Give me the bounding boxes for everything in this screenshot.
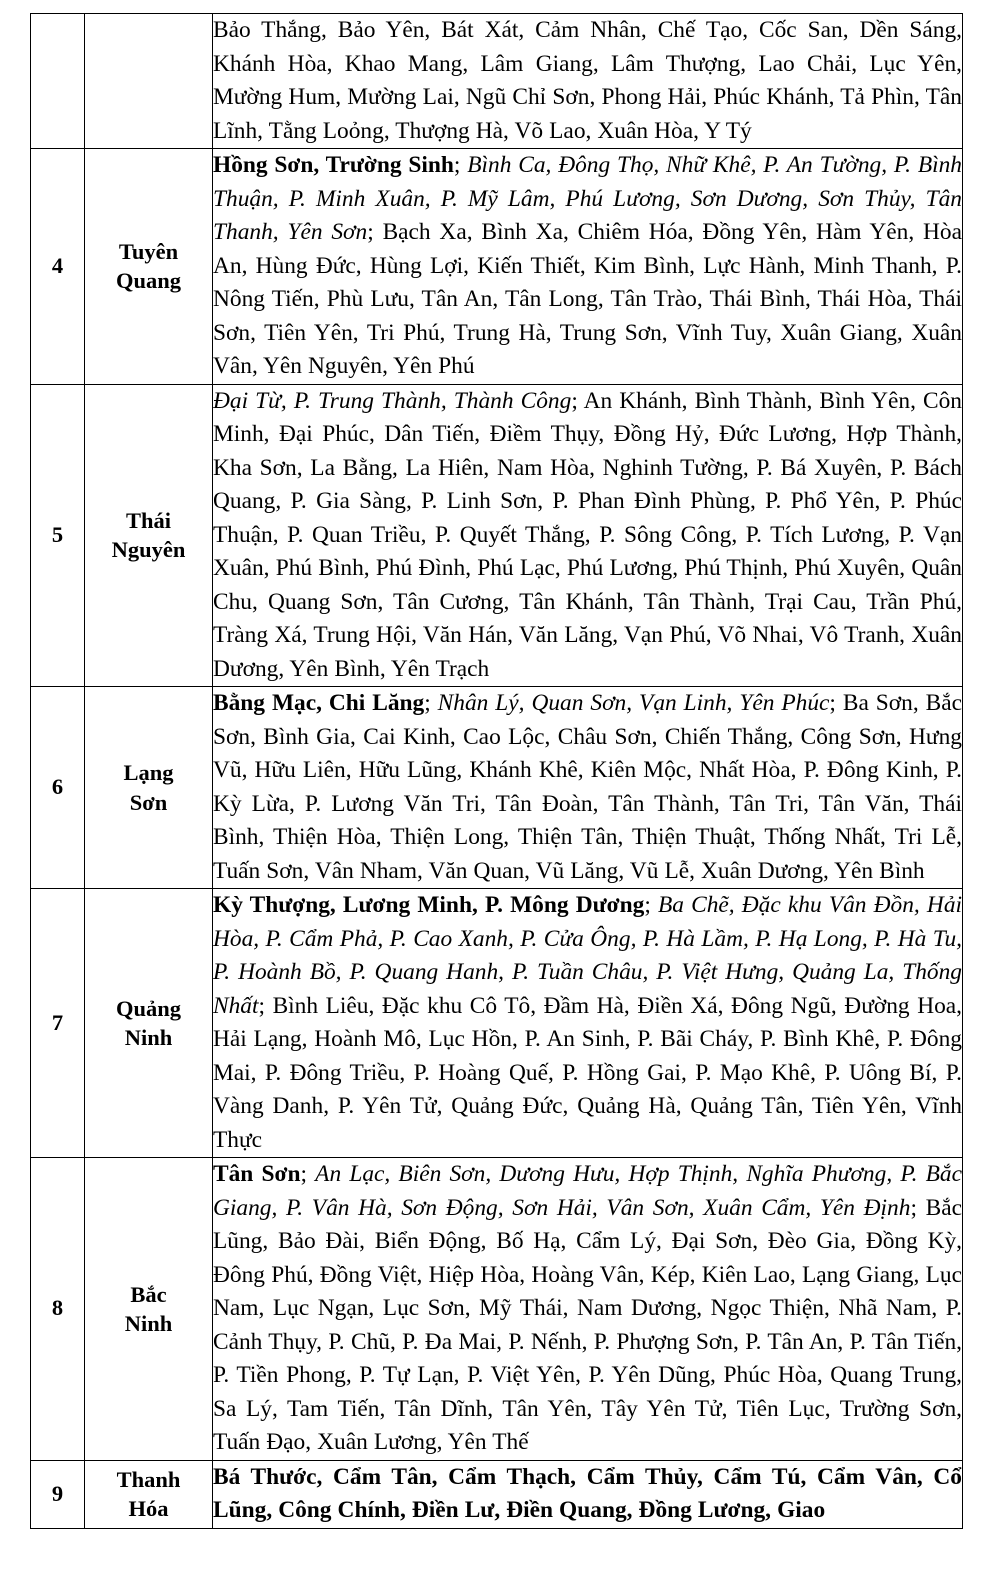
province-name-line: Sơn — [129, 789, 168, 815]
commune-list-italic: Nhân Lý, Quan Sơn, Vạn Linh, Yên Phúc — [437, 690, 830, 716]
province-name-line: Ninh — [124, 1025, 173, 1050]
administrative-units-table — [30, 13, 963, 1529]
commune-list-bold: Bá Thước, Cẩm Tân, Cẩm Thạch, Cẩm Thủy, Cẩm Tú, Cẩm Vân, Cổ Lũng, Công Chính, Điền Lư, Điền Quang, Đồng Lương, Giao — [213, 1463, 962, 1523]
table-row — [31, 889, 963, 1158]
tier-separator: ; — [644, 892, 658, 918]
row-number-cell: 9 — [31, 1460, 85, 1528]
commune-list-italic: Bình Ca, Đông Thọ, Nhữ Khê, P. An Tường, P. Bình Thuận, P. Minh Xuân, P. Mỹ Lâm, Phú Lương, Sơn Dương, Sơn Thủy, Tân Thanh, Yên Sơn — [213, 152, 962, 245]
commune-list-normal: Bạch Xa, Bình Xa, Chiêm Hóa, Đồng Yên, Hàm Yên, Hòa An, Hùng Đức, Hùng Lợi, Kiến Thiết, Kim Bình, Lực Hành, Minh Thanh, P. Nông Tiến, Phù Lưu, Tân An, Tân Long, Tân Trào, Thái Bình, Thái Hòa, Thái Sơn, Tiên Yên, Tri Phú, Trung Hà, Trung Sơn, Vĩnh Tuy, Xuân Giang, Xuân Vân, Yên Nguyên, Yên Phú — [213, 219, 963, 379]
commune-list-normal: Bảo Thắng, Bảo Yên, Bát Xát, Cảm Nhân, Chế Tạo, Cốc San, Dền Sáng, Khánh Hòa, Khao Mang, Lâm Giang, Lâm Thượng, Lao Chải, Lục Yên, Mường Hum, Mường Lai, Ngũ Chỉ Sơn, Phong Hải, Phúc Khánh, Tả Phìn, Tân Lĩnh, Tằng Loỏng, Thượng Hà, Võ Lao, Xuân Hòa, Y Tý — [213, 17, 962, 144]
commune-list-bold: Bằng Mạc, Chi Lăng — [213, 690, 425, 716]
commune-list-cell — [213, 384, 963, 687]
commune-list-bold: Kỳ Thượng, Lương Minh, P. Mông Dương — [213, 892, 645, 918]
commune-list-italic: Ba Chẽ, Đặc khu Vân Đồn, Hải Hòa, P. Cẩm Phả, P. Cao Xanh, P. Cửa Ông, P. Hà Lầm, P. Hạ Long, P. Hà Tu, P. Hoành Bồ, P. Quang Hanh, P. Tuần Châu, P. Việt Hưng, Quảng La, Thống Nhất — [213, 892, 963, 1019]
row-number-cell: 4 — [31, 149, 85, 385]
row-number-cell — [31, 14, 85, 149]
province-name-line: Thái — [125, 508, 172, 533]
province-name-cell — [85, 384, 213, 687]
commune-list-cell — [213, 687, 963, 889]
commune-list-italic: Đại Từ, P. Trung Thành, Thành Công — [213, 387, 572, 414]
province-name-line: Quang — [115, 268, 182, 294]
province-name-line: Hóa — [128, 1496, 169, 1521]
commune-list-cell — [213, 1460, 963, 1528]
table-row — [31, 687, 963, 889]
row-number-cell: 8 — [31, 1158, 85, 1461]
tier-separator: ; — [424, 690, 438, 716]
tier-separator: ; — [453, 152, 468, 178]
province-name-line: Bắc — [130, 1281, 167, 1307]
tier-separator: ; — [367, 219, 383, 245]
tier-separator: ; — [300, 1161, 316, 1187]
tier-separator: ; — [829, 690, 843, 716]
province-name-cell — [85, 149, 213, 385]
commune-list-bold: Hồng Sơn, Trường Sinh — [213, 152, 454, 178]
commune-list-bold: Tân Sơn — [213, 1161, 301, 1187]
tier-separator: ; — [571, 387, 584, 414]
table-body — [31, 14, 963, 1529]
province-name-line: Lạng — [123, 760, 174, 786]
province-name-line: Nguyên — [111, 537, 186, 563]
row-number-cell: 5 — [31, 384, 85, 687]
table-row — [31, 1460, 963, 1528]
province-name-line: Ninh — [124, 1310, 173, 1336]
province-name-cell — [85, 1460, 213, 1528]
commune-list-normal: Bình Liêu, Đặc khu Cô Tô, Đầm Hà, Điền Xá, Đông Ngũ, Đường Hoa, Hải Lạng, Hoành Mô, Lục Hồn, P. An Sinh, P. Bãi Cháy, P. Bình Khê, P. Đông Mai, P. Đông Triều, P. Hoàng Quế, P. Hồng Gai, P. Mạo Khê, P. Uông Bí, P. Vàng Danh, P. Yên Tử, Quảng Đức, Quảng Hà, Quảng Tân, Tiên Yên, Vĩnh Thực — [213, 992, 963, 1153]
commune-list-cell — [213, 889, 963, 1158]
commune-list-cell — [213, 14, 963, 149]
commune-list-italic: An Lạc, Biên Sơn, Dương Hưu, Hợp Thịnh, Nghĩa Phương, P. Bắc Giang, P. Vân Hà, Sơn Động, Sơn Hải, Vân Sơn, Xuân Cẩm, Yên Định — [213, 1161, 963, 1221]
province-name-line: Thanh — [116, 1466, 181, 1492]
province-name-cell — [85, 14, 213, 149]
table-row — [31, 14, 963, 149]
commune-list-normal: An Khánh, Bình Thành, Bình Yên, Côn Minh, Đại Phúc, Dân Tiến, Điềm Thụy, Đồng Hỷ, Đức Lương, Hợp Thành, Kha Sơn, La Bằng, La Hiên, Nam Hòa, Nghinh Tường, P. Bá Xuyên, P. Bách Quang, P. Gia Sàng, P. Linh Sơn, P. Phan Đình Phùng, P. Phổ Yên, P. Phúc Thuận, P. Quan Triều, P. Quyết Thắng, P. Sông Công, P. Tích Lương, P. Vạn Xuân, Phú Bình, Phú Đình, Phú Lạc, Phú Lương, Phú Thịnh, Phú Xuyên, Quân Chu, Quang Sơn, Tân Cương, Tân Khánh, Tân Thành, Trại Cau, Trần Phú, Tràng Xá, Trung Hội, Văn Hán, Văn Lăng, Vạn Phú, Võ Nhai, Vô Tranh, Xuân Dương, Yên Bình, Yên Trạch — [213, 387, 962, 682]
commune-list-normal: Ba Sơn, Bắc Sơn, Bình Gia, Cai Kinh, Cao Lộc, Châu Sơn, Chiến Thắng, Công Sơn, Hưng Vũ, Hữu Liên, Hữu Lũng, Khánh Khê, Kiên Mộc, Nhất Hòa, P. Đông Kinh, P. Kỳ Lừa, P. Lương Văn Tri, Tân Đoàn, Tân Thành, Tân Tri, Tân Văn, Thái Bình, Thiện Hòa, Thiện Long, Thiện Tân, Thiện Thuật, Thống Nhất, Tri Lễ, Tuấn Sơn, Vân Nham, Văn Quan, Vũ Lăng, Vũ Lễ, Xuân Dương, Yên Bình — [213, 690, 963, 884]
commune-list-cell — [213, 149, 963, 385]
province-name-cell — [85, 1158, 213, 1461]
province-name-line: Quảng — [115, 995, 182, 1021]
commune-list-cell — [213, 1158, 963, 1461]
table-row — [31, 149, 963, 385]
table-row — [31, 384, 963, 687]
table-row — [31, 1158, 963, 1461]
tier-separator: ; — [910, 1194, 926, 1221]
province-name-cell — [85, 889, 213, 1158]
tier-separator: ; — [258, 992, 273, 1019]
commune-list-normal: Bắc Lũng, Bảo Đài, Biển Động, Bố Hạ, Cẩm Lý, Đại Sơn, Đèo Gia, Đồng Kỳ, Đông Phú, Đồng Việt, Hiệp Hòa, Hoàng Vân, Kép, Kiên Lao, Lạng Giang, Lục Nam, Lục Ngạn, Lục Sơn, Mỹ Thái, Nam Dương, Ngọc Thiện, Nhã Nam, P. Cảnh Thụy, P. Chũ, P. Đa Mai, P. Nếnh, P. Phượng Sơn, P. Tân An, P. Tân Tiến, P. Tiền Phong, P. Tự Lạn, P. Việt Yên, P. Yên Dũng, Phúc Hòa, Quang Trung, Sa Lý, Tam Tiến, Tân Dĩnh, Tân Yên, Tây Yên Tử, Tiên Lục, Trường Sơn, Tuấn Đạo, Xuân Lương, Yên Thế — [213, 1194, 962, 1455]
province-name-line: Tuyên — [118, 239, 179, 264]
row-number-cell: 6 — [31, 687, 85, 889]
row-number-cell: 7 — [31, 889, 85, 1158]
province-name-cell — [85, 687, 213, 889]
